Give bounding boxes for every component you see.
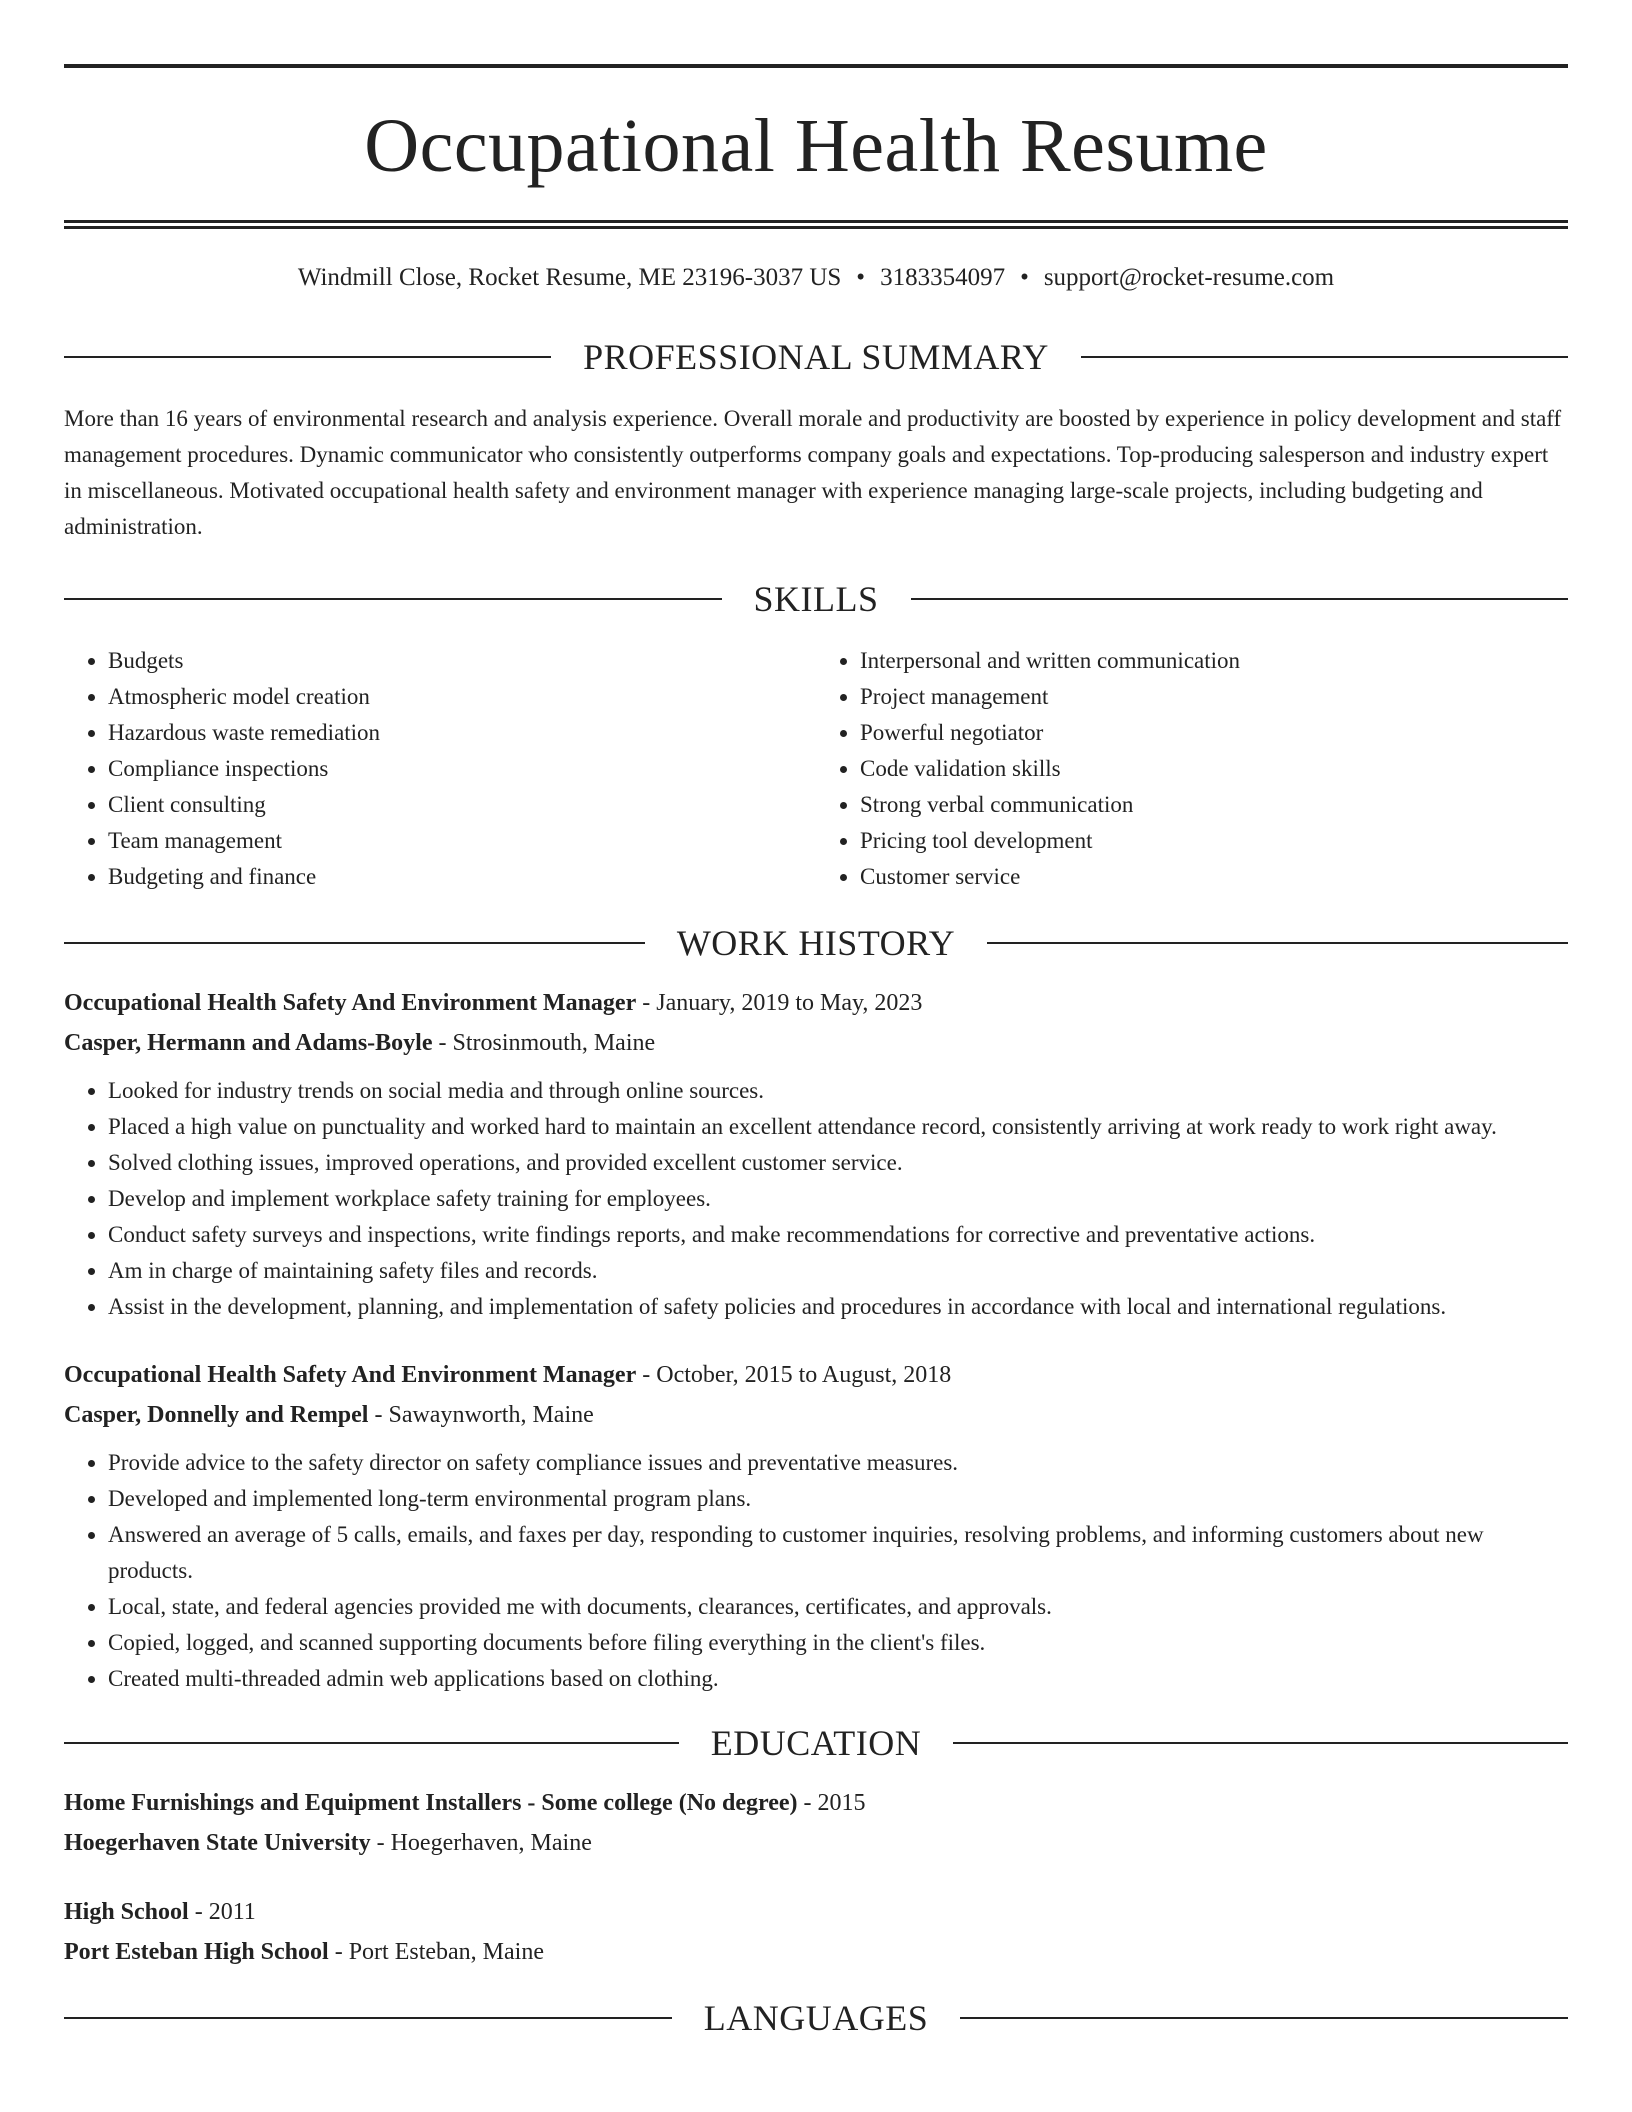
section-header-skills bbox=[64, 577, 1568, 621]
contact-address: Windmill Close, Rocket Resume, ME 23196-3037 US bbox=[297, 264, 842, 291]
title-double-rule bbox=[64, 220, 1568, 229]
job-entry bbox=[64, 983, 1568, 1325]
contact-email: support@rocket-resume.com bbox=[1043, 264, 1335, 291]
education-year: - 2011 bbox=[188, 1899, 256, 1925]
section-header-summary bbox=[64, 335, 1568, 379]
skill-item: • Pricing tool development bbox=[860, 823, 1568, 859]
contact-separator: • bbox=[1020, 264, 1029, 291]
section-rule-left bbox=[64, 356, 551, 358]
job-entry bbox=[64, 1355, 1568, 1697]
section-title-skills: SKILLS bbox=[753, 579, 879, 619]
professional-summary-text: More than 16 years of environmental research and analysis experience. Overall morale and productivity are boosted by experience in policy development and staff management procedures. Dynamic communicator who consistently outperforms company goals and expectations. Top-producing salesperson and industry expert in miscellaneous. Motivated occupational health safety and environment manager with experience managing large-scale projects, including budgeting and administration. bbox=[64, 406, 1562, 539]
skill-item: • Client consulting bbox=[108, 787, 816, 823]
job-bullet: • Solved clothing issues, improved operations, and provided excellent customer service. bbox=[108, 1145, 1568, 1181]
job-bullet: • Local, state, and federal agencies provided me with documents, clearances, certificates, and approvals. bbox=[108, 1589, 1568, 1625]
skill-item: • Hazardous waste remediation bbox=[108, 715, 816, 751]
skill-item: • Budgets bbox=[108, 643, 816, 679]
job-dates: - January, 2019 to May, 2023 bbox=[636, 990, 923, 1016]
job-bullet: • Looked for industry trends on social media and through online sources. bbox=[108, 1073, 1568, 1109]
resume-page bbox=[64, 64, 1568, 2040]
section-title-education: EDUCATION bbox=[710, 1723, 922, 1763]
job-company-line bbox=[64, 1395, 1568, 1435]
skill-item: • Powerful negotiator bbox=[860, 715, 1568, 751]
section-rule-left bbox=[64, 1742, 679, 1744]
job-title: Occupational Health Safety And Environment Manager bbox=[64, 990, 637, 1016]
job-company: Casper, Donnelly and Rempel bbox=[64, 1402, 369, 1428]
contact-line bbox=[64, 261, 1568, 295]
education-entry bbox=[64, 1783, 1568, 1863]
job-bullet: • Provide advice to the safety director on safety compliance issues and preventative measures. bbox=[108, 1445, 1568, 1481]
education-school-line bbox=[64, 1932, 1568, 1972]
section-rule-left bbox=[64, 598, 722, 600]
section-rule-right bbox=[960, 2017, 1568, 2019]
job-title-line bbox=[64, 1355, 1568, 1395]
section-header-work-history bbox=[64, 921, 1568, 965]
education-degree-line bbox=[64, 1783, 1568, 1823]
education-location: - Hoegerhaven, Maine bbox=[370, 1830, 592, 1856]
section-rule-right bbox=[911, 598, 1569, 600]
education-degree: High School bbox=[64, 1899, 189, 1925]
education-degree-line bbox=[64, 1892, 1568, 1932]
job-dates: - October, 2015 to August, 2018 bbox=[636, 1362, 952, 1388]
education-location: - Port Esteban, Maine bbox=[328, 1939, 544, 1965]
education-entry bbox=[64, 1892, 1568, 1972]
education-school: Hoegerhaven State University bbox=[64, 1830, 371, 1856]
job-bullet: • Conduct safety surveys and inspections, write findings reports, and make recommendations for corrective and preventative actions. bbox=[108, 1217, 1568, 1253]
section-header-languages bbox=[64, 1996, 1568, 2040]
section-rule-right bbox=[953, 1742, 1568, 1744]
section-rule-right bbox=[1081, 356, 1568, 358]
contact-phone: 3183354097 bbox=[880, 264, 1006, 291]
job-bullet: • Answered an average of 5 calls, emails, and faxes per day, responding to customer inquiries, resolving problems, and informing customers about new products. bbox=[108, 1517, 1568, 1589]
skill-item: • Budgeting and finance bbox=[108, 859, 816, 895]
resume-title: Occupational Health Resume bbox=[364, 104, 1268, 188]
education-degree: Home Furnishings and Equipment Installers - Some college (No degree) bbox=[64, 1790, 798, 1816]
skills-column-right bbox=[816, 643, 1568, 895]
section-title-work-history: WORK HISTORY bbox=[676, 923, 956, 963]
job-responsibilities bbox=[64, 1073, 1568, 1325]
job-bullet: • Created multi-threaded admin web applications based on clothing. bbox=[108, 1661, 1568, 1697]
job-location: - Strosinmouth, Maine bbox=[432, 1030, 656, 1056]
section-rule-left bbox=[64, 942, 645, 944]
skill-item: • Project management bbox=[860, 679, 1568, 715]
section-title-summary: PROFESSIONAL SUMMARY bbox=[583, 337, 1049, 377]
contact-separator: • bbox=[856, 264, 866, 291]
job-company-line bbox=[64, 1023, 1568, 1063]
job-company: Casper, Hermann and Adams-Boyle bbox=[64, 1030, 433, 1056]
job-title: Occupational Health Safety And Environment Manager bbox=[64, 1362, 637, 1388]
skills-column-left bbox=[64, 643, 816, 895]
education-school: Port Esteban High School bbox=[64, 1939, 329, 1965]
job-bullet: • Assist in the development, planning, and implementation of safety policies and procedures in accordance with local and international regulations. bbox=[108, 1289, 1568, 1325]
section-rule-left bbox=[64, 2017, 672, 2019]
skill-item: • Customer service bbox=[860, 859, 1568, 895]
section-header-education bbox=[64, 1721, 1568, 1765]
skill-item: • Interpersonal and written communication bbox=[860, 643, 1568, 679]
education-school-line bbox=[64, 1823, 1568, 1863]
job-bullet: • Developed and implemented long-term environmental program plans. bbox=[108, 1481, 1568, 1517]
skill-item: • Code validation skills bbox=[860, 751, 1568, 787]
section-title-languages: LANGUAGES bbox=[703, 1998, 929, 2038]
job-bullet: • Develop and implement workplace safety training for employees. bbox=[108, 1181, 1568, 1217]
skill-item: • Atmospheric model creation bbox=[108, 679, 816, 715]
job-bullet: • Placed a high value on punctuality and worked hard to maintain an excellent attendance record, consistently arriving at work ready to work right away. bbox=[108, 1109, 1568, 1145]
section-rule-right bbox=[987, 942, 1568, 944]
job-responsibilities bbox=[64, 1445, 1568, 1697]
education-year: - 2015 bbox=[797, 1790, 866, 1816]
job-location: - Sawaynworth, Maine bbox=[368, 1402, 594, 1428]
top-rule bbox=[64, 64, 1568, 68]
skill-item: • Strong verbal communication bbox=[860, 787, 1568, 823]
job-title-line bbox=[64, 983, 1568, 1023]
job-bullet: • Am in charge of maintaining safety files and records. bbox=[108, 1253, 1568, 1289]
skills-list bbox=[64, 643, 1568, 895]
skill-item: • Compliance inspections bbox=[108, 751, 816, 787]
skill-item: • Team management bbox=[108, 823, 816, 859]
job-bullet: • Copied, logged, and scanned supporting documents before filing everything in the client's files. bbox=[108, 1625, 1568, 1661]
